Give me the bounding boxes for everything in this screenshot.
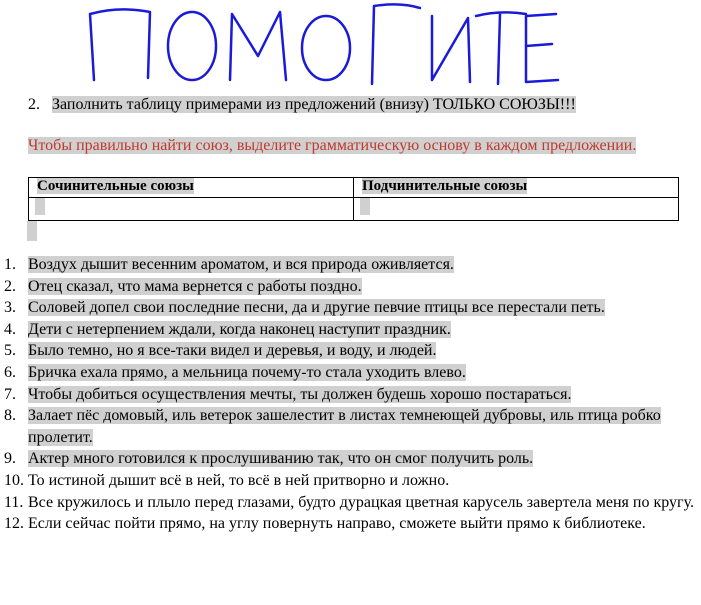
subordinating-cell[interactable] <box>354 198 679 221</box>
list-item: 8. Залает пёс домовый, иль ветерок зашелестит в листах темнеющей дубровы, иль птица робко пролетит. <box>4 407 661 446</box>
list-item: 4. Дети с нетерпением ждали, когда наконец наступит праздник. <box>4 320 451 338</box>
list-item: 1. Воздух дышит весенним ароматом, и вся природа оживляется. <box>4 256 454 273</box>
list-item: 5. Было темно, но я все-таки видел и деревья, и воду, и людей. <box>4 342 437 360</box>
list-item: 12. Если сейчас пойти прямо, на углу повернуть направо, сможете выйти прямо к библиотеке. <box>4 515 646 533</box>
list-item: 9. Актер много готовился к прослушиванию так, что он смог получить роль. <box>4 450 534 468</box>
task-text: Заполнить таблицу примерами из предложений (внизу) ТОЛЬКО СОЮЗЫ!!! <box>52 96 576 113</box>
conjunctions-table <box>28 177 679 221</box>
coordinating-cell[interactable] <box>29 198 354 221</box>
handwritten-title <box>80 0 560 90</box>
subordinating-header: Подчинительные союзы <box>354 178 679 198</box>
highlight-stub <box>27 221 37 241</box>
coordinating-header: Сочинительные союзы <box>29 178 354 198</box>
task-statement <box>28 95 576 115</box>
list-item: 11. Все кружилось и плыло перед глазами, будто дурацкая цветная карусель завертела меня по кругу. <box>4 493 694 511</box>
hint-text <box>28 136 648 156</box>
hint-label: Чтобы правильно найти союз, выделите грамматическую основу в каждом предложении. <box>28 137 637 154</box>
list-item: 7. Чтобы добиться осуществления мечты, ты должен будешь хорошо постараться. <box>4 385 572 403</box>
list-item: 6. Бричка ехала прямо, а мельница почему-то стала уходить влево. <box>4 363 466 381</box>
list-item: 3. Соловей допел свои последние песни, да и другие певчие птицы все перестали петь. <box>4 299 605 317</box>
list-item: 2. Отец сказал, что мама вернется с работы поздно. <box>4 277 362 295</box>
list-item: 10. То истиной дышит всё в ней, то всё в ней притворно и ложно. <box>4 471 450 489</box>
sentence-list <box>4 254 694 535</box>
task-number: 2. <box>28 96 40 113</box>
